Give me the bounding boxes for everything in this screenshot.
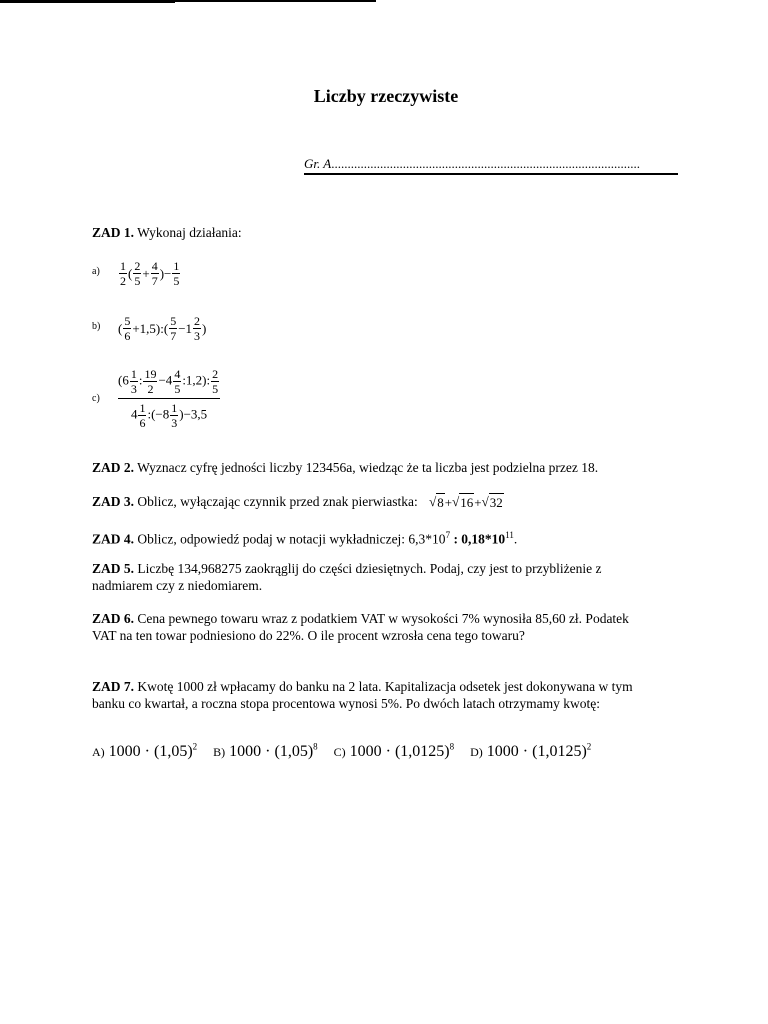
answer-d-exp: 2: [586, 742, 592, 752]
answer-a-letter: A): [92, 745, 105, 760]
zad3-expression: √ 8 + √ 16 + √ 32: [429, 494, 503, 510]
zad7-label: ZAD 7.: [92, 679, 135, 694]
zad3-label: ZAD 3.: [92, 494, 135, 509]
zad4-exp2: 11: [505, 530, 514, 540]
answer-c-letter: C): [333, 745, 346, 760]
answer-b-expr: 1000 · (1,05): [229, 743, 314, 761]
answer-c[interactable]: [334, 743, 454, 760]
zad2-text: Wyznacz cyfrę jedności liczby 123456a, wiedząc że ta liczba jest podzielna przez 18.: [137, 460, 599, 475]
zad3-text: Oblicz, wyłączając czynnik przed znak pierwiastka:: [137, 494, 418, 509]
answer-a-expr: 1000 · (1,05): [108, 743, 193, 761]
answer-c-exp: 8: [449, 742, 455, 752]
group-dots: ...............................................................................................: [331, 156, 640, 171]
group-line: [304, 156, 678, 175]
zad7-text: Kwotę 1000 zł wpłacamy do banku na 2 lata. Kapitalizacja odsetek jest dokonywana w tym banku co kwartał, a roczna stopa procentowa wynosi 5%. Po dwóch latach otrzymamy kwotę:: [92, 679, 633, 711]
zad7: [92, 678, 648, 712]
zad6-text: Cena pewnego towaru wraz z podatkiem VAT w wysokości 7% wynosiła 85,60 zł. Podatek VAT na ten towar podniesiono do 22%. O ile procent wzrosła cena tego towaru?: [92, 611, 629, 643]
answer-a[interactable]: [92, 743, 197, 760]
answer-b[interactable]: [213, 743, 317, 760]
zad2: [92, 459, 682, 476]
zad4-exp1: 7: [445, 530, 451, 540]
zad5-text: Liczbę 134,968275 zaokrąglij do części dziesiętnych. Podaj, czy jest to przybliżenie z nadmiarem czy z niedomiarem.: [92, 561, 602, 593]
answer-a-exp: 2: [192, 742, 198, 752]
answer-c-expr: 1000 · (1,0125): [349, 743, 450, 761]
zad1-label: ZAD 1.: [92, 225, 135, 240]
zad1-header: [92, 224, 682, 241]
answer-b-letter: B): [213, 745, 226, 760]
zad1-a-label: a): [92, 266, 100, 277]
answer-b-exp: 8: [313, 742, 318, 752]
zad6: [92, 610, 648, 644]
zad5: [92, 560, 612, 594]
zad4: [92, 527, 682, 548]
page-title: Liczby rzeczywiste: [313, 86, 459, 106]
answer-d[interactable]: [470, 743, 591, 760]
zad4-label: ZAD 4.: [92, 531, 135, 547]
zad1-a-expression: $\frac{1}{2}$ ( $\frac{2}{5}$ + $\frac{4}{7}$ )− $\frac{1}{5}$: [120, 259, 180, 288]
group-label: Gr. A: [304, 156, 332, 171]
zad1-b-label: b): [92, 321, 101, 332]
top-rule-thick: [0, 0, 175, 3]
zad4-end: .: [513, 531, 518, 547]
zad4-mid: : 0,18*10: [450, 531, 506, 547]
zad4-text: Oblicz, odpowiedź podaj w notacji wykładniczej: 6,3*10: [137, 531, 446, 547]
answer-d-letter: D): [470, 745, 483, 760]
zad3: [92, 493, 682, 511]
answer-d-expr: 1000 · (1,0125): [486, 743, 587, 761]
zad2-label: ZAD 2.: [92, 460, 135, 475]
zad5-label: ZAD 5.: [92, 561, 135, 576]
zad1-b-expression: ( $\frac{5}{6}$ +1,5):( $\frac{5}{7}$ −1 $\frac{2}{3}$ ): [118, 314, 207, 343]
zad1-c-label: c): [92, 393, 100, 404]
zad1-c-expression: (6 $\frac{1}{3}$ : $\frac{19}{2}$ −4 $\frac{4}{5}$ :1,2): $\frac{2}{5}$ 4 $\frac{1}{6}$ :(−8 $\frac{1}{3}$ )−3,5: [118, 367, 219, 430]
zad7-answers: [92, 742, 591, 761]
zad1-text: Wykonaj działania:: [137, 225, 242, 240]
zad6-label: ZAD 6.: [92, 611, 135, 626]
